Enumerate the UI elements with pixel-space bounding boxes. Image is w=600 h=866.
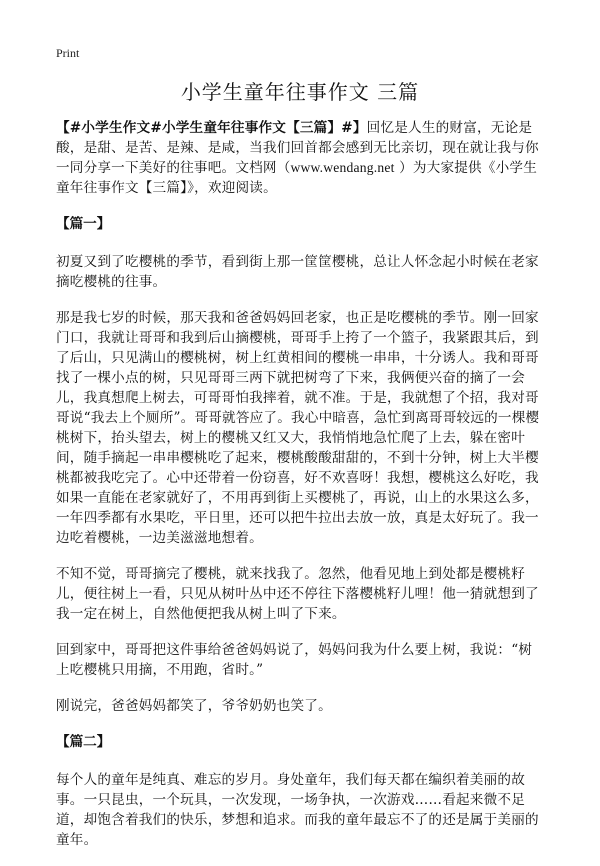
section-2-paragraph-1: 每个人的童年是纯真、难忘的岁月。身处童年，我们每天都在编织着美丽的故事。一只昆虫，一个玩具，一次发现，一场争执，一次游戏……看起来微不足道，却饱含着我们的快乐，梦想和追求。而我的童年最忘不了的还是属于美丽的童年。	[56, 772, 539, 848]
section-1-paragraph-3: 不知不觉，哥哥摘完了樱桃，就来找我了。忽然，他看见地上到处都是樱桃籽儿，便往树上一看，只见从树叶丛中还不停往下落樱桃籽儿哩！他一猜就想到了我一定在树上，自然他便把我从树上叫了下来。	[56, 566, 539, 622]
section-1-paragraph-1: 初夏又到了吃樱桃的季节，看到街上那一筐筐樱桃，总让人怀念起小时候在老家摘吃樱桃的往事。	[56, 254, 539, 290]
intro-text-end: ）为大家提供《小学生童年往事作文【三篇】》，欢迎阅读。	[56, 160, 538, 196]
page-title: 小学生童年往事作文 三篇	[180, 80, 420, 104]
section-1-paragraph-4: 回到家中，哥哥把这件事给爸爸妈妈说了，妈妈问我为什么要上树，我说：“树上吃樱桃只用摘，不用跑，省时。”	[56, 642, 533, 678]
section-1-paragraph-5: 刚说完，爸爸妈妈都笑了，爷爷奶奶也笑了。	[56, 698, 332, 714]
intro-text: 回忆是人生的财富，无论是酸，是甜、是苦、是辣、是咸，当我们回首都会感到无比亲切，现在就让我与你一同分享一下美好的往事吧。文档网（	[56, 120, 539, 176]
intro-lead: 【#小学生作文#小学生童年往事作文【三篇】#】	[56, 120, 367, 136]
intro-paragraph	[56, 118, 544, 198]
site-url: www.wendang.net	[290, 160, 395, 175]
article-body	[56, 118, 544, 866]
section-heading-1: 【篇一】	[56, 216, 111, 232]
section-heading-2: 【篇二】	[56, 734, 111, 750]
section-1-paragraph-2: 那是我七岁的时候，那天我和爸爸妈妈回老家，也正是吃樱桃的季节。刚一回家门口，我就让哥哥和我到后山摘樱桃，哥哥手上挎了一个篮子，我紧跟其后，到了后山，只见满山的樱桃树，树上红黄相间的樱桃一串串，十分诱人。我和哥哥找了一棵小点的树，只见哥哥三两下就把树弯了下来，我俩便兴奋的摘了一会儿，我真想爬上树去，可哥哥怕我摔着，就不准。于是，我就想了个招，我对哥哥说“我去上个厕所”。哥哥就答应了。我心中暗喜，急忙到离哥哥较远的一棵樱桃树下，抬头望去，树上的樱桃又红又大，我悄悄地急忙爬了上去，躲在密叶间，随手摘起一串串樱桃吃了起来，樱桃酸酸甜甜的，不到十分钟，树上大半樱桃都被我吃完了。心中还带着一份窃喜，好不欢喜呀！我想，樱桃这么好吃，我如果一直能在老家就好了，不用再到街上买樱桃了，再说，山上的水果这么多，一年四季都有水果吃，平日里，还可以把牛拉出去放一放，真是太好玩了。我一边吃着樱桃，一边美滋滋地想着。	[56, 310, 540, 546]
print-link[interactable]: Print	[56, 46, 80, 60]
